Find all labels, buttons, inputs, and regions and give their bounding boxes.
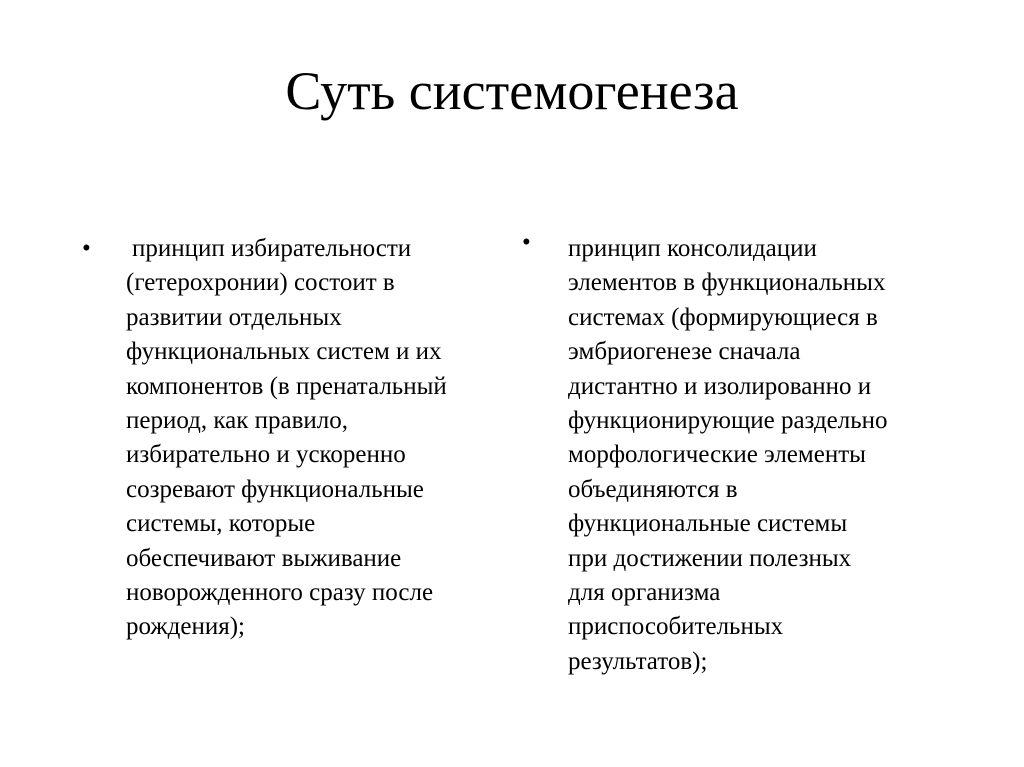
text-line: принцип консолидации [568,235,817,262]
text-line: эмбриогенезе сначала [568,338,801,366]
text-line: функциональных систем и их [126,338,442,366]
text-line: при достижении полезных [568,544,852,572]
bullet-icon: • [522,229,531,256]
text-line: избирательно и ускоренно [126,441,406,469]
text-line: функционирующие раздельно [568,407,888,435]
right-bullet-text [568,232,952,679]
text-line: развитии отдельных [126,303,342,331]
text-line: (гетерохронии) состоит в [126,269,395,297]
text-line: функциональные системы [568,510,848,538]
left-bullet-item [82,232,512,645]
right-bullet-item [522,229,952,679]
left-column [82,232,512,645]
text-line: морфологические элементы [568,441,866,469]
text-line: результатов); [568,647,708,675]
right-column [522,229,952,679]
text-line: новорожденного сразу после [126,579,434,607]
text-line: рождения); [126,613,245,641]
text-line: принцип избирательности [132,235,412,262]
text-line: созревают функциональные [126,475,424,503]
text-line: обеспечивают выживание [126,544,402,572]
bullet-icon: • [82,235,91,262]
text-line: дистантно и изолированно и [568,372,872,400]
text-line: объединяются в [568,475,738,503]
text-line: приспособительных [568,613,784,641]
text-line: системы, которые [126,510,316,538]
text-line: для организма [568,579,721,607]
text-line: период, как правило, [126,407,348,435]
text-line: компонентов (в пренатальный [126,372,447,400]
text-line: системах (формирующиеся в [568,303,878,331]
slide-title: Суть системогенеза [285,61,739,121]
left-bullet-text [126,232,512,645]
text-line: элементов в функциональных [568,269,886,297]
